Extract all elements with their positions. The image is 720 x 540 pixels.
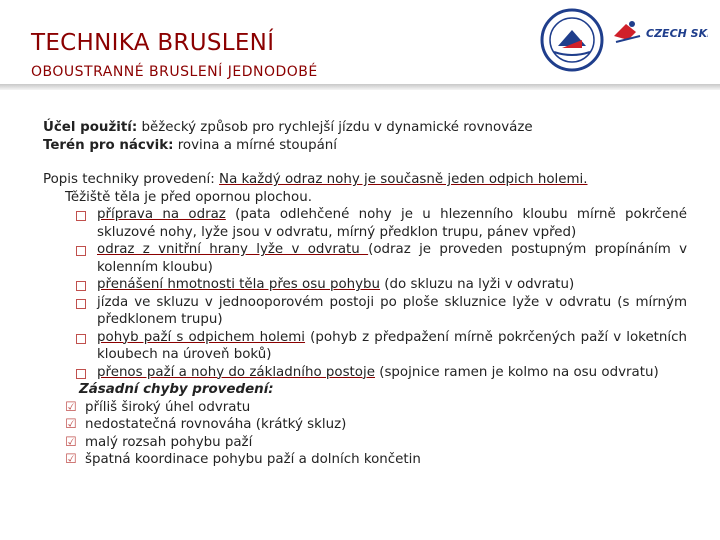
description-label: Popis techniky provedení: [43,172,215,187]
terrain-label: Terén pro nácvik: [43,137,174,153]
slide-subtitle: OBOUSTRANNÉ BRUSLENÍ JEDNODOBÉ [31,64,318,80]
checkmark-icon: ☑ [65,434,77,450]
usage-text: běžecký způsob pro rychlejší jízdu v dynamické rovnováze [141,120,533,135]
checkbox-bullet-icon [76,246,86,256]
checkmark-icon: ☑ [65,399,77,415]
list-item: odraz z vnitřní hrany lyže v odvratu (odraz je proveden postupným propínáním v kolenním kloubu) [65,241,687,276]
header-divider [0,84,720,90]
list-item: pohyb paží s odpichem holemi (pohyb z předpažení mírně pokrčených paží v loketních kloubech na úroveň boků) [65,329,687,364]
checkmark-icon: ☑ [65,417,77,432]
terrain-text: rovina a mírné stoupání [177,137,338,153]
list-item: jízda ve skluzu v jednooporovém postoji po ploše skluznice lyže v odvratu (s mírným předklonem trupu) [65,294,687,329]
steps-list [43,206,687,381]
checkbox-bullet-icon [76,281,86,291]
checkbox-bullet-icon [76,299,86,309]
checkmark-icon: ☑ [65,452,77,467]
list-item: ☑ špatná koordinace pohybu paží a dolních končetin [65,452,421,467]
description-line [43,171,687,189]
list-item: přenos paží a nohy do základního postoje (spojnice ramen je kolmo na osu odvratu) [65,364,687,382]
czech-ski-logo [612,18,708,46]
list-item: ☑ malý rozsah pohybu paží [65,434,253,450]
list-item: ☑ příliš široký úhel odvratu [65,399,251,415]
description-second-line: Těžiště těla je před opornou plochou. [65,189,312,205]
checkbox-bullet-icon [76,211,86,221]
terrain-line [43,137,687,155]
usage-line [43,119,687,137]
list-item: ☑ nedostatečná rovnováha (krátký skluz) [65,417,347,432]
list-item: přenášení hmotnosti těla přes osu pohybu (do skluzu na lyži v odvratu) [65,276,687,294]
logo-text: CZECH SKI [646,27,708,40]
description-lead: Na každý odraz nohy je současně jeden odpich holemi. [219,172,588,187]
ski-figure-icon [612,18,708,46]
slide-content [43,119,687,469]
list-item: příprava na odraz (pata odlehčené nohy je u hlezenního kloubu mírně pokrčené skluzové nohy, lyže jsou v odvratu, mírný předklon trupu, pánev vpřed) [65,206,687,241]
errors-heading: Zásadní chyby provedení: [79,382,274,397]
checkbox-bullet-icon [76,334,86,344]
checkbox-bullet-icon [76,369,86,379]
slide-title: TECHNIKA BRUSLENÍ [31,30,275,56]
usage-label: Účel použití: [43,120,138,135]
errors-list [43,399,687,469]
association-emblem-icon [540,8,604,72]
